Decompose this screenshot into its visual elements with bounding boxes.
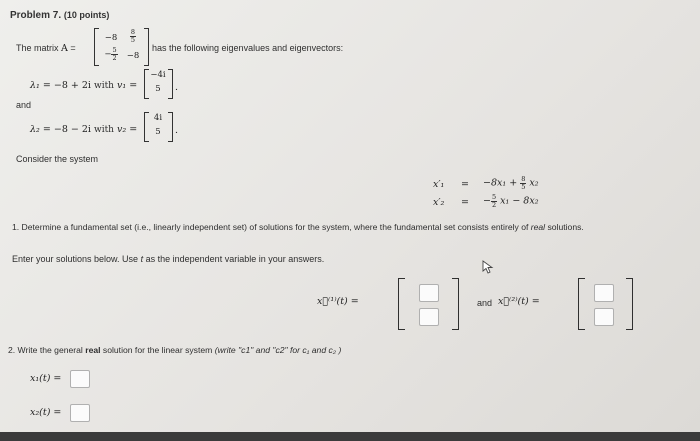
solution-2-entry-1-input[interactable] — [594, 284, 614, 302]
x1-label: x₁(t) = — [30, 373, 62, 384]
enter-solutions-instructions: Enter your solutions below. Use t as the independent variable in your answers. — [12, 254, 325, 264]
matrix-left-bracket — [94, 28, 99, 66]
x1-solution-input[interactable] — [70, 370, 90, 388]
solution-2-label: x⃗⁽²⁾(t) = — [498, 296, 540, 307]
vec2-period: . — [175, 125, 179, 136]
bottom-note-strip — [0, 432, 700, 441]
matrix-a12: $\frac{8}{5}$ — [130, 28, 136, 44]
matrix-a11: −8 — [104, 33, 118, 43]
vec1-entry-1: −4i — [150, 70, 166, 80]
matrix-a22: −8 — [126, 51, 140, 61]
mouse-pointer-icon — [482, 260, 494, 274]
system-eq-2: = — [461, 197, 469, 208]
system-lhs-2: x′₂ — [433, 197, 445, 208]
vec2-entry-2: 5 — [155, 127, 161, 137]
vec2-right-bracket — [168, 112, 173, 142]
and-label: and — [16, 100, 32, 110]
solution-2-left-bracket — [578, 278, 585, 330]
system-rhs-2: − $\frac{5}{2}$ x₁ − 8x₂ — [483, 193, 539, 209]
problem-title — [10, 10, 109, 21]
solution-2-entry-2-input[interactable] — [594, 308, 614, 326]
problem-points: (10 points) — [63, 10, 110, 20]
matrix-right-bracket — [144, 28, 149, 66]
system-eq-1: = — [461, 179, 469, 190]
question-2-text: 2. Write the general real solution for the linear system (write "c1" and "c2" for c₁ and c₂ ) — [8, 345, 342, 355]
problem-number: Problem 7. — [10, 10, 62, 21]
system-rhs-1: −8x₁ + $\frac{8}{5}$ x₂ — [483, 175, 539, 191]
x2-solution-input[interactable] — [70, 404, 90, 422]
solution-1-right-bracket — [452, 278, 459, 330]
system-lhs-1: x′₁ — [433, 179, 445, 190]
solution-1-entry-1-input[interactable] — [419, 284, 439, 302]
and-label-solutions: and — [477, 298, 493, 308]
vec1-entry-2: 5 — [155, 84, 161, 94]
matrix-intro: The matrix A = — [16, 43, 76, 54]
eigenvalue-1: λ₁ = −8 + 2i with v₁ = — [30, 80, 138, 91]
solution-1-left-bracket — [398, 278, 405, 330]
solution-2-right-bracket — [626, 278, 633, 330]
solution-1-label: x⃗⁽¹⁾(t) = — [317, 296, 359, 307]
vec2-entry-1: 4i — [153, 113, 163, 123]
vec1-right-bracket — [168, 69, 173, 99]
solution-1-entry-2-input[interactable] — [419, 308, 439, 326]
question-1-text: 1. Determine a fundamental set (i.e., linearly independent set) of solutions for the system, where the fundamental set consists entirely of real solutions. — [12, 222, 584, 232]
eigenvalue-2: λ₂ = −8 − 2i with v₂ = — [30, 124, 138, 135]
vec1-period: . — [175, 82, 179, 93]
x2-label: x₂(t) = — [30, 407, 62, 418]
eigen-intro-text: has the following eigenvalues and eigenvectors: — [152, 43, 344, 53]
matrix-a21: − $\frac{5}{2}$ — [104, 46, 117, 62]
consider-system-text: Consider the system — [16, 154, 99, 164]
